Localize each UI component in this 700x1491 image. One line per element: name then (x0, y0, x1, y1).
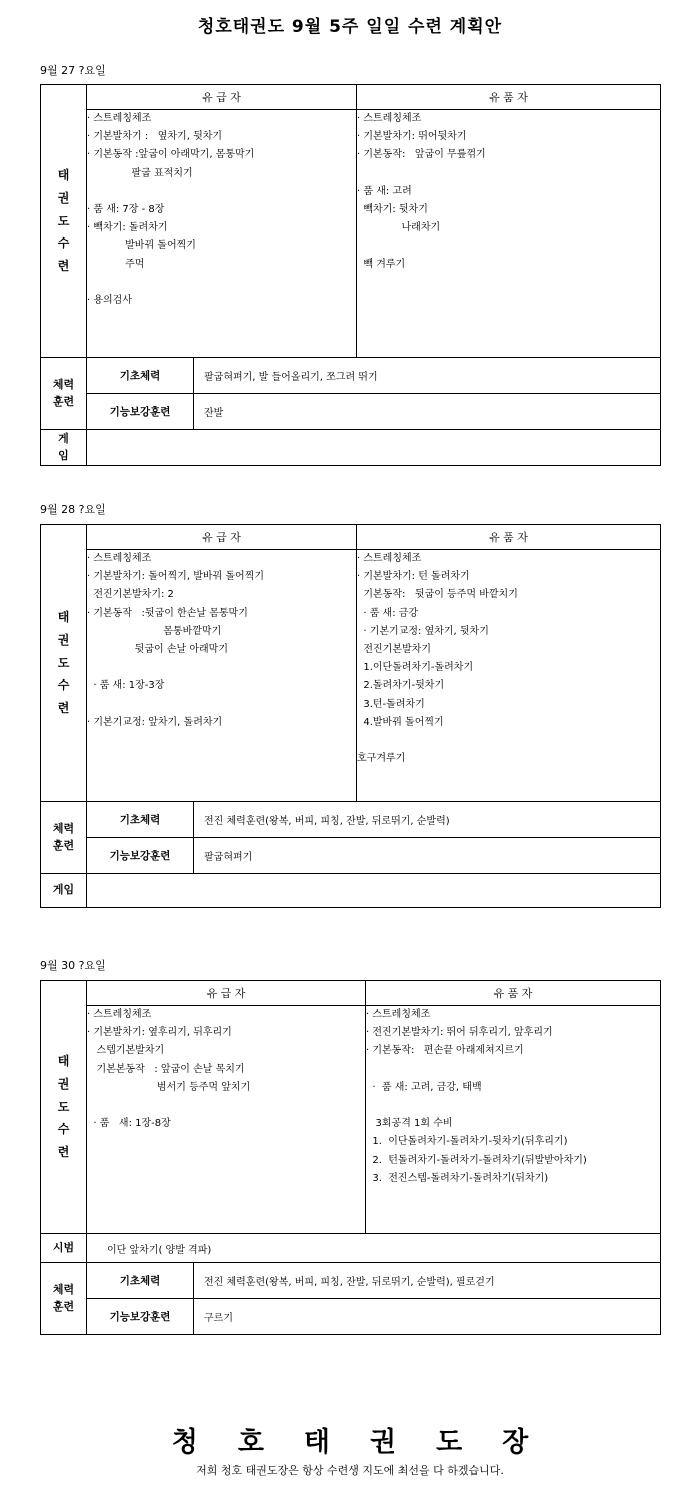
advanced-plan: · 스트레칭체조 · 전진기본발차기: 뛰어 뒤후리기, 앞후리기 · 기본동작: 편손끝 아래제쳐지르기 · 품 새: 고려, 금강, 태백 3회공격 1회 수비 1. 이단돌려차기-돌려차기-뒷차기(뒤후리기) 2. 턴돌려차기-돌려차기-돌려차기(뒤발받아차기) 3. 전진스텝-돌려차기-돌려차기(뒤차기) (366, 1006, 661, 1234)
advanced-plan: · 스트레칭체조 · 기본발차기: 턴 돌려차기 기본동작: 뒷굽이 등주먹 바깥치기 · 품 새: 금강 · 기본기교정: 옆차기, 뒷차기 전진기본발차기 1.이단돌려차기-돌려차기 2.돌려차기-뒷차기 3.턴-돌려차기 4.발바꿔 돌어찍기 호구겨루기 (357, 550, 661, 802)
taekwondo-training-label: 태 권 도 수 련 (41, 525, 87, 802)
day-plan-table (40, 84, 661, 466)
academy-slogan: 저희 청호 태권도장은 항상 수련생 지도에 최선을 다 하겠습니다. (196, 1464, 504, 1477)
basic-fitness-label: 기초체력 (87, 802, 194, 838)
functional-training-value: 팔굽혀펴기 (194, 838, 661, 874)
advanced-plan: · 스트레칭체조 · 기본발차기: 뛰어뒷차기 · 기본동작: 앞굽이 무릎꺾기 · 품 새: 고려 빽차기: 뒷차기 나래차기 빽 겨루기 (357, 110, 661, 358)
advanced-header: 유 품 자 (357, 85, 661, 110)
beginner-header: 유 급 자 (87, 981, 366, 1006)
functional-training-label: 기능보강훈련 (87, 394, 194, 430)
game-label: 게 임 (41, 430, 87, 466)
functional-training-label: 기능보강훈련 (87, 1299, 194, 1335)
advanced-header: 유 품 자 (357, 525, 661, 550)
functional-training-label: 기능보강훈련 (87, 838, 194, 874)
beginner-plan: · 스트레칭체조 · 기본발차기: 옆후리기, 뒤후리기 스텝기본발차기 기본본동작 : 앞굽이 손날 목치기 범서기 등주먹 앞치기 · 품 새: 1장-8장 (87, 1006, 366, 1234)
basic-fitness-value: 전진 체력훈련(왕복, 버피, 피칭, 잔발, 뒤로뛰기, 순발력), 필로걷기 (194, 1263, 661, 1299)
demo-value: 이단 앞차기( 양발 격파) (87, 1234, 661, 1263)
beginner-plan: · 스트레칭체조 · 기본발차기: 돌어찍기, 발바꿔 돌어찍기 전진기본발차기: 2 · 기본동작 :뒷굽이 한손날 몸통막기 몸통바깥막기 뒷굽이 손날 아래막기 · 품 새: 1장-3장 · 기본기교정: 앞차기, 돌려차기 (87, 550, 357, 802)
game-label: 게임 (41, 874, 87, 908)
game-value (87, 430, 661, 466)
day-plan-table (40, 524, 661, 908)
fitness-training-label: 체력 훈련 (41, 802, 87, 874)
day-date: 9월 28 ?요일 (40, 503, 106, 516)
functional-training-value: 구르기 (194, 1299, 661, 1335)
beginner-header: 유 급 자 (87, 525, 357, 550)
functional-training-value: 잔발 (194, 394, 661, 430)
basic-fitness-label: 기초체력 (87, 1263, 194, 1299)
game-value (87, 874, 661, 908)
page-title: 청호태권도 9월 5주 일일 수련 계획안 (197, 17, 503, 37)
day-date: 9월 30 ?요일 (40, 959, 106, 972)
demo-label: 시범 (41, 1234, 87, 1263)
fitness-training-label: 체력 훈련 (41, 358, 87, 430)
day-date: 9월 27 ?요일 (40, 64, 106, 77)
fitness-training-label: 체력 훈련 (41, 1263, 87, 1335)
day-plan-table (40, 980, 661, 1335)
academy-name: 청호태권도장 (171, 1427, 569, 1458)
basic-fitness-value: 전진 체력훈련(왕복, 버피, 피칭, 잔발, 뒤로뛰기, 순발력) (194, 802, 661, 838)
beginner-plan: · 스트레칭체조 · 기본발차기 : 옆차기, 뒷차기 · 기본동작 :앞굽이 아래막기, 몸통막기 팔굽 표적치기 · 품 새: 7장 - 8장 · 빽차기: 돌려차기 발바꿔 돌어찍기 주먹 · 용의검사 (87, 110, 357, 358)
basic-fitness-label: 기초체력 (87, 358, 194, 394)
basic-fitness-value: 팔굽혀펴기, 발 들어올리기, 쪼그려 뛰기 (194, 358, 661, 394)
taekwondo-training-label: 태 권 도 수 련 (41, 981, 87, 1234)
advanced-header: 유 품 자 (366, 981, 661, 1006)
beginner-header: 유 급 자 (87, 85, 357, 110)
taekwondo-training-label: 태 권 도 수 련 (41, 85, 87, 358)
